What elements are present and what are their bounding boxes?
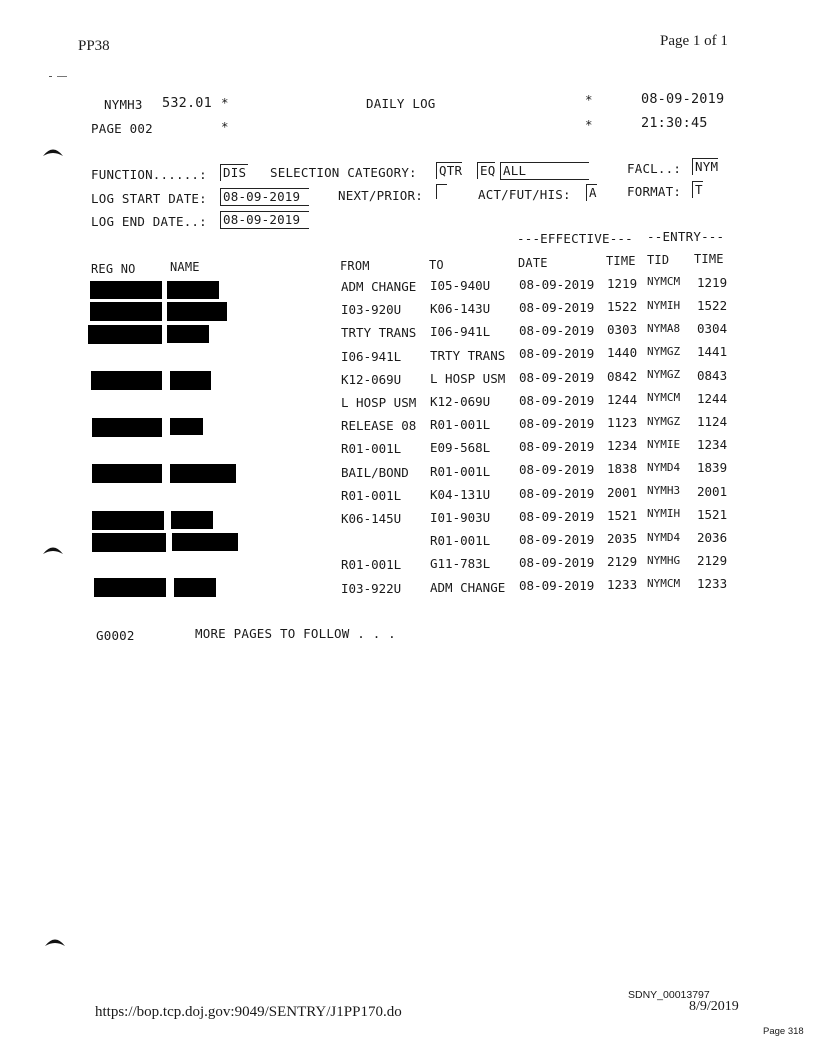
cell-to: K12-069U xyxy=(430,393,491,409)
redaction-block xyxy=(92,511,164,530)
function-label: FUNCTION......: xyxy=(91,167,207,182)
cell-time: 1123 xyxy=(607,415,638,430)
redaction-block xyxy=(170,464,236,483)
log-end-field[interactable]: 08-09-2019 xyxy=(220,211,309,229)
cell-to: I01-903U xyxy=(430,509,491,525)
column-header-to: TO xyxy=(429,258,444,272)
cell-time: 1233 xyxy=(607,577,638,593)
cell-date: 08-09-2019 xyxy=(519,276,595,292)
cell-entry-time: 1522 xyxy=(697,297,728,313)
cell-from: TRTY TRANS xyxy=(341,325,417,341)
next-prior-label: NEXT/PRIOR: xyxy=(338,188,423,203)
cell-entry-time: 1219 xyxy=(697,274,728,290)
system-version: 532.01 xyxy=(162,95,212,111)
cell-to: G11-783L xyxy=(430,556,491,572)
system-id: NYMH3 xyxy=(104,97,143,112)
redaction-block xyxy=(170,371,211,390)
cell-to: L HOSP USM xyxy=(430,370,506,386)
column-header-from: FROM xyxy=(340,259,370,273)
format-label: FORMAT: xyxy=(627,184,682,199)
cell-time: 1440 xyxy=(607,345,638,361)
cell-date: 08-09-2019 xyxy=(519,485,595,501)
cell-time: 2001 xyxy=(607,484,638,500)
cell-from: I06-941L xyxy=(341,348,402,364)
cell-from: ADM CHANGE xyxy=(341,279,417,294)
log-start-field[interactable]: 08-09-2019 xyxy=(220,188,309,206)
cell-time: 1244 xyxy=(607,391,638,407)
facility-label: FACL..: xyxy=(627,161,682,176)
punch-hole-icon xyxy=(44,935,66,947)
punch-hole-icon xyxy=(42,145,64,157)
cell-date: 08-09-2019 xyxy=(519,462,595,478)
redaction-block xyxy=(92,464,162,483)
cell-date: 08-09-2019 xyxy=(519,578,595,594)
cell-date: 08-09-2019 xyxy=(519,392,595,408)
cell-time: 1234 xyxy=(607,438,638,454)
scan-mark xyxy=(30,44,50,46)
report-title: DAILY LOG xyxy=(366,96,436,111)
cell-time: 1838 xyxy=(607,461,638,477)
cell-from: K12-069U xyxy=(341,371,402,387)
cell-entry-time: 2001 xyxy=(697,483,728,499)
column-header-name: NAME xyxy=(170,260,200,274)
cell-entry-time: 2129 xyxy=(697,553,728,569)
cell-to: R01-001L xyxy=(430,463,491,479)
redaction-block xyxy=(92,418,162,437)
cell-date: 08-09-2019 xyxy=(519,439,595,455)
star-marker: * xyxy=(585,92,593,107)
print-date: 8/9/2019 xyxy=(689,999,739,1014)
star-marker: * xyxy=(221,119,229,134)
column-header-reg-no: REG NO xyxy=(91,262,136,276)
function-field[interactable]: DIS xyxy=(220,164,248,181)
star-marker: * xyxy=(221,95,229,110)
page-number: Page 318 xyxy=(763,1026,804,1037)
cell-to: R01-001L xyxy=(430,417,491,433)
redaction-block xyxy=(90,281,162,299)
cell-entry-time: 0304 xyxy=(697,321,728,337)
document-code: PP38 xyxy=(78,38,110,54)
selection-category-label: SELECTION CATEGORY: xyxy=(270,165,417,180)
cell-time: 0303 xyxy=(607,322,638,338)
cell-to: TRTY TRANS xyxy=(430,347,506,363)
redaction-block xyxy=(92,533,166,552)
cell-from: RELEASE 08 xyxy=(341,418,417,434)
cell-from: R01-001L xyxy=(341,557,402,573)
cell-from: BAIL/BOND xyxy=(341,464,409,480)
cell-date: 08-09-2019 xyxy=(519,508,595,524)
cell-entry-time: 1124 xyxy=(697,413,728,429)
cell-entry-time: 2036 xyxy=(697,529,728,545)
cell-to: I06-941L xyxy=(430,324,491,340)
redaction-block xyxy=(90,302,162,321)
cell-entry-time: 1244 xyxy=(697,390,728,406)
cell-time: 1521 xyxy=(607,507,638,523)
cell-tid: NYMIH xyxy=(647,507,681,521)
cell-tid: NYMCM xyxy=(647,391,681,405)
cell-to: K06-143U xyxy=(430,301,491,317)
cell-from: K06-145U xyxy=(341,511,402,526)
cell-date: 08-09-2019 xyxy=(519,369,595,385)
cell-time: 2129 xyxy=(607,554,638,570)
punch-hole-icon xyxy=(42,543,64,555)
cell-from: L HOSP USM xyxy=(341,395,417,410)
cell-date: 08-09-2019 xyxy=(519,416,595,432)
cell-tid: NYMH3 xyxy=(647,484,681,498)
cell-from: R01-001L xyxy=(341,441,402,457)
cell-entry-time: 0843 xyxy=(697,367,728,383)
redaction-block xyxy=(172,533,238,551)
redaction-block xyxy=(167,281,219,299)
cell-tid: NYMIH xyxy=(647,298,681,312)
cell-to: ADM CHANGE xyxy=(430,579,506,595)
cell-time: 1219 xyxy=(607,275,638,291)
selection-field-1[interactable]: QTR xyxy=(436,162,462,179)
cell-to: R01-001L xyxy=(430,533,491,549)
cell-to: I05-940U xyxy=(430,277,491,293)
cell-entry-time: 1521 xyxy=(697,506,728,522)
source-url: https://bop.tcp.doj.gov:9049/SENTRY/J1PP170.do xyxy=(95,1004,402,1020)
cell-date: 08-09-2019 xyxy=(519,555,595,571)
redaction-block xyxy=(170,418,203,435)
report-date: 08-09-2019 xyxy=(641,91,725,107)
cell-from: R01-001L xyxy=(341,487,402,503)
column-header-entry-time: TIME xyxy=(694,252,724,266)
cell-time: 0842 xyxy=(607,368,638,384)
cell-entry-time: 1234 xyxy=(697,437,728,453)
entry-column-group: --ENTRY--- xyxy=(647,229,725,244)
more-pages-message: MORE PAGES TO FOLLOW . . . xyxy=(195,626,396,641)
cell-entry-time: 1839 xyxy=(697,460,728,476)
selection-field-3[interactable]: ALL xyxy=(500,162,589,180)
cell-tid: NYMA8 xyxy=(647,321,681,335)
cell-tid: NYMD4 xyxy=(647,530,681,544)
act-fut-his-label: ACT/FUT/HIS: xyxy=(478,187,571,202)
page-indicator: Page 1 of 1 xyxy=(660,33,728,49)
star-marker: * xyxy=(585,117,593,132)
screen-code: G0002 xyxy=(96,628,135,643)
cell-to: K04-131U xyxy=(430,486,491,502)
cell-date: 08-09-2019 xyxy=(519,323,595,339)
cell-tid: NYMGZ xyxy=(647,414,681,428)
cell-tid: NYMGZ xyxy=(647,344,681,358)
next-prior-field[interactable] xyxy=(436,184,447,199)
redaction-block xyxy=(88,325,162,344)
effective-column-group: ---EFFECTIVE--- xyxy=(517,231,633,246)
column-header-date: DATE xyxy=(518,256,548,270)
bates-number: SDNY_00013797 xyxy=(628,989,710,1001)
page-number-label: PAGE 002 xyxy=(91,121,153,136)
cell-time: 1522 xyxy=(607,299,638,314)
cell-entry-time: 1233 xyxy=(697,576,728,592)
act-fut-his-field[interactable]: A xyxy=(586,184,597,201)
log-end-label: LOG END DATE..: xyxy=(91,214,207,229)
redaction-block xyxy=(91,371,162,390)
cell-tid: NYMGZ xyxy=(647,368,681,382)
cell-to: E09-568L xyxy=(430,440,491,456)
redaction-block xyxy=(167,302,227,321)
cell-tid: NYMHG xyxy=(647,553,681,567)
facility-field[interactable]: NYM xyxy=(692,158,718,175)
cell-entry-time: 1441 xyxy=(697,344,728,360)
redaction-block xyxy=(174,578,216,597)
cell-date: 08-09-2019 xyxy=(519,346,595,362)
cell-time: 2035 xyxy=(607,531,638,546)
column-header-tid: TID xyxy=(647,253,670,267)
redaction-block xyxy=(167,325,209,343)
cell-tid: NYMIE xyxy=(647,437,681,451)
log-start-label: LOG START DATE: xyxy=(91,191,207,206)
redaction-block xyxy=(94,578,166,597)
cell-from: I03-920U xyxy=(341,302,402,318)
report-time: 21:30:45 xyxy=(641,115,708,131)
cell-tid: NYMCM xyxy=(647,275,681,289)
format-field[interactable]: T xyxy=(692,181,703,198)
selection-field-2[interactable]: EQ xyxy=(477,162,495,179)
cell-tid: NYMD4 xyxy=(647,460,681,474)
cell-from: I03-922U xyxy=(341,580,402,596)
redaction-block xyxy=(171,511,213,529)
column-header-time: TIME xyxy=(606,254,636,268)
cell-tid: NYMCM xyxy=(647,576,681,590)
cell-date: 08-09-2019 xyxy=(519,532,595,548)
cell-date: 08-09-2019 xyxy=(519,300,595,316)
